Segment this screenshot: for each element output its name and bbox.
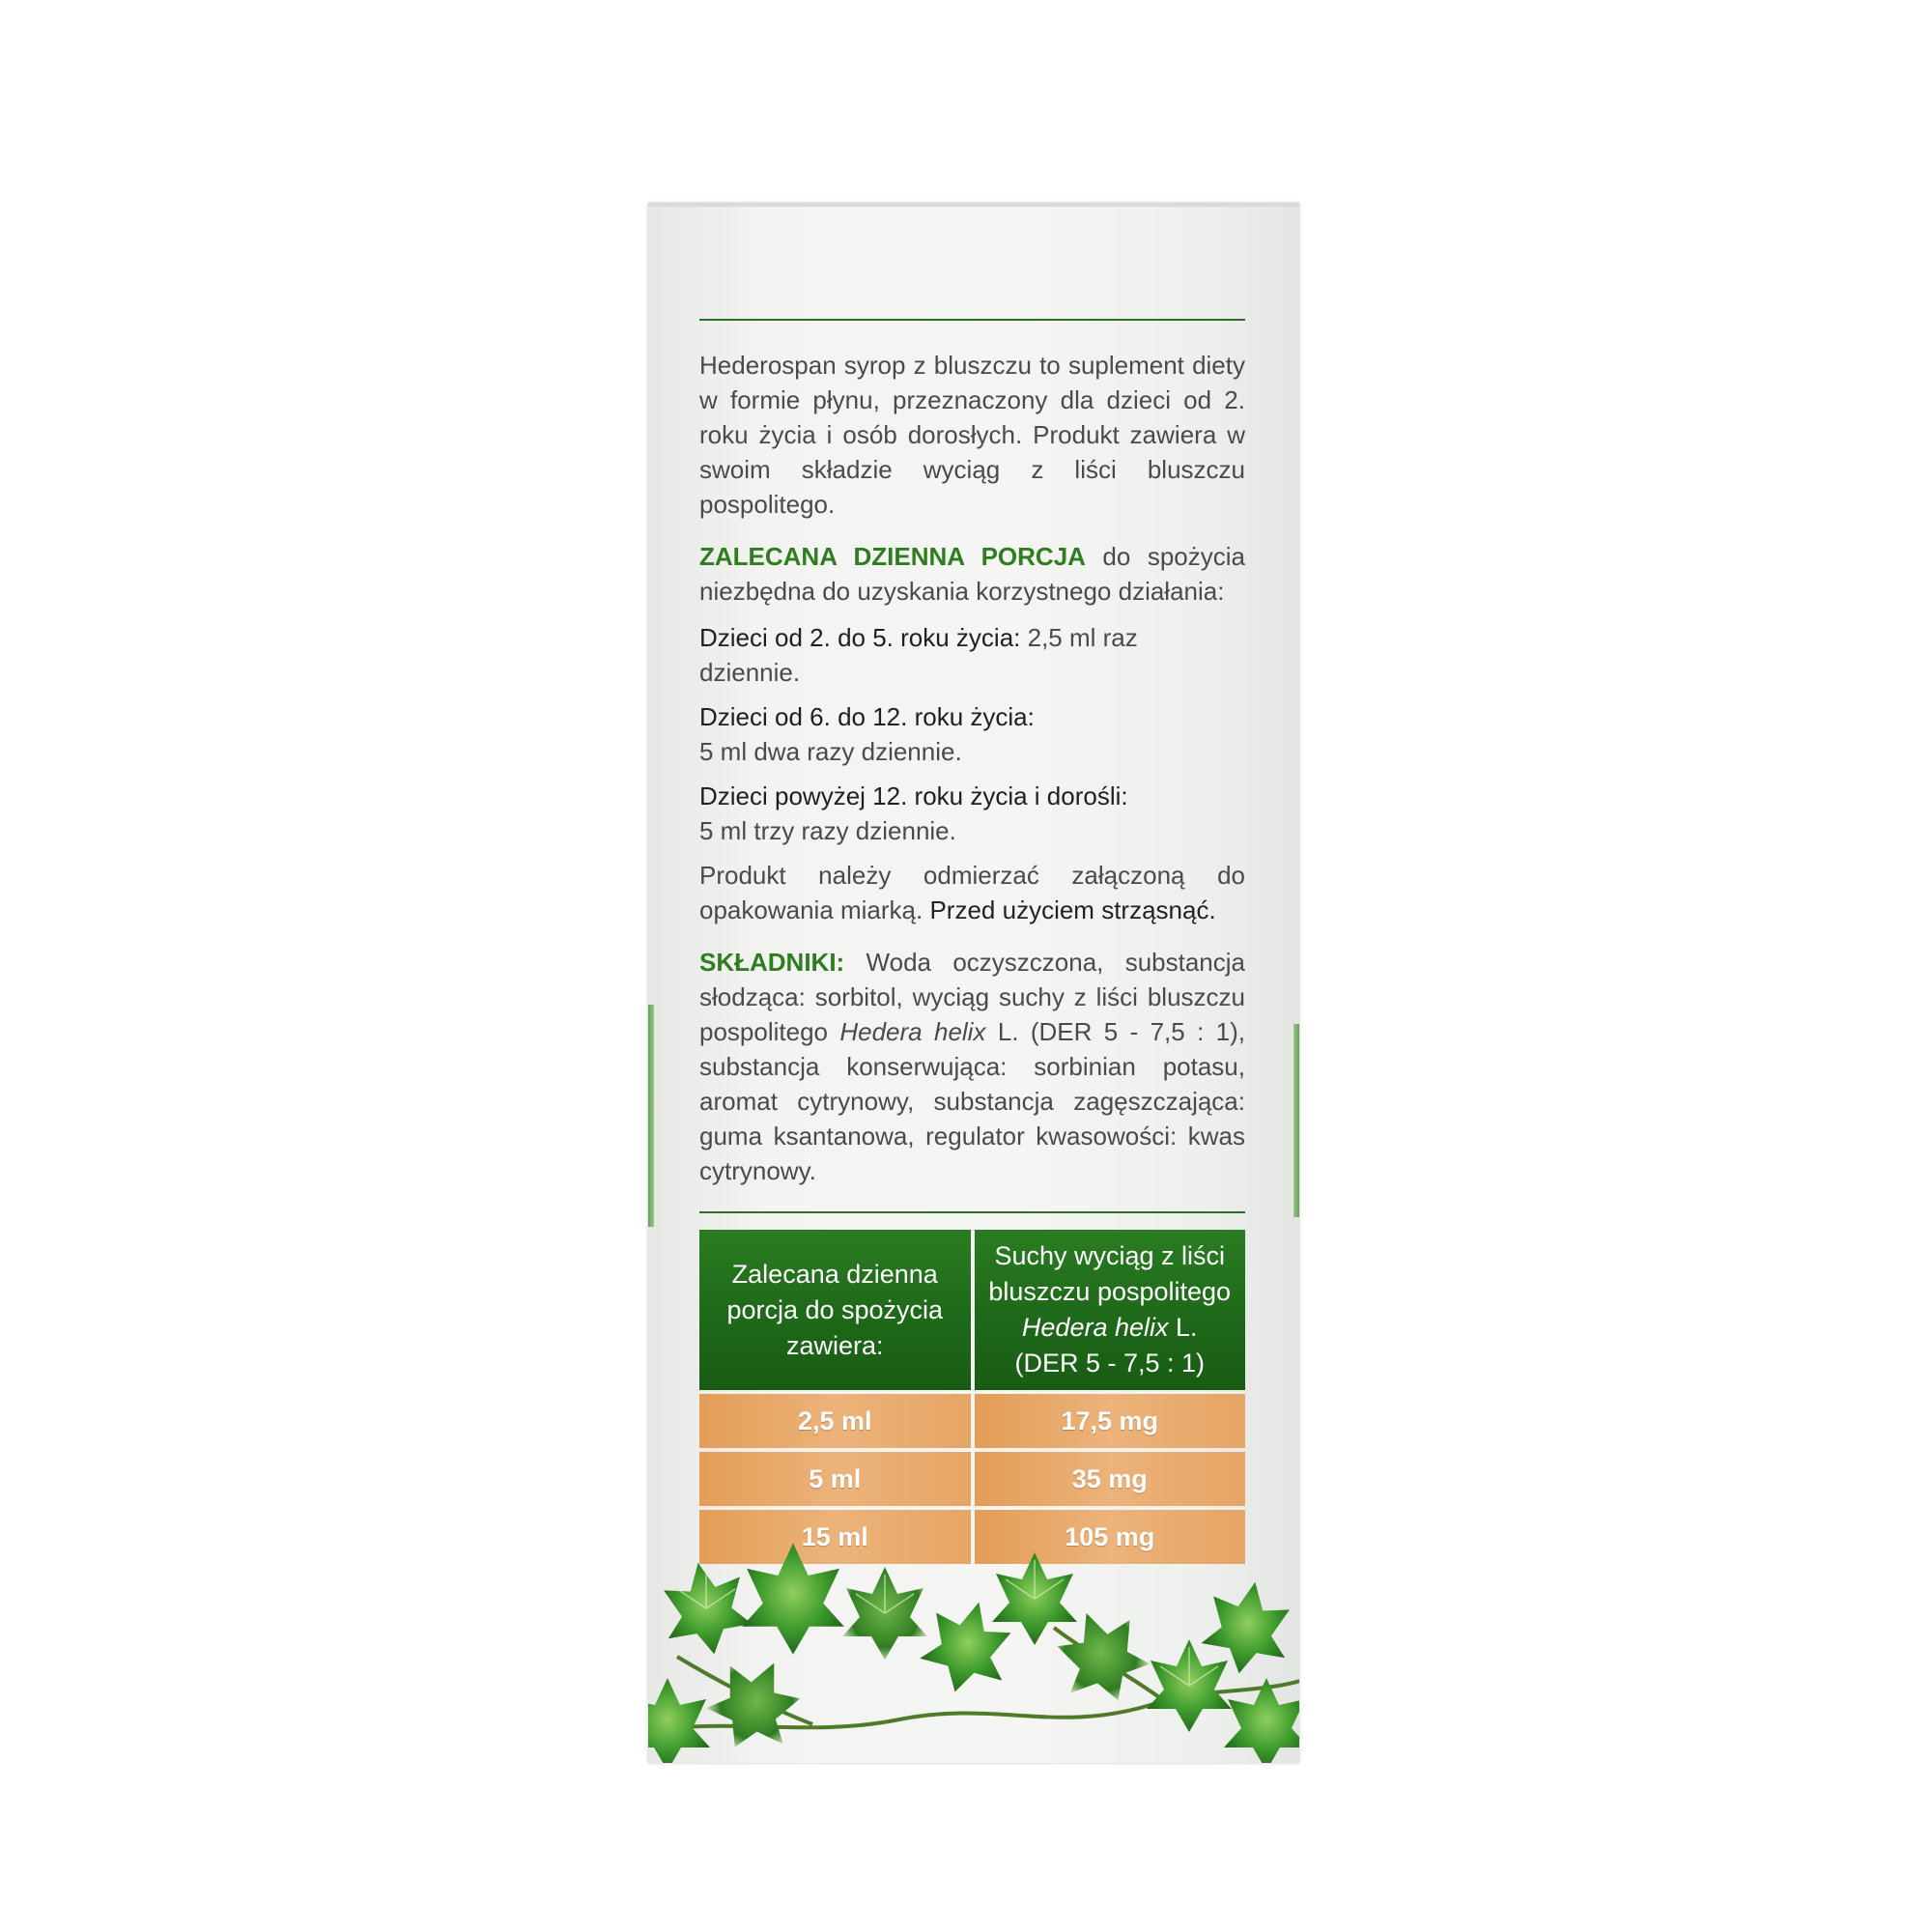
ingredients-paragraph <box>699 945 1245 1188</box>
table-header-right <box>975 1230 1246 1390</box>
dosage-heading: ZALECANA DZIENNA PORCJA <box>699 542 1086 571</box>
table-divider <box>699 1211 1245 1213</box>
nutrition-table <box>699 1230 1245 1568</box>
ivy-leaf-icon <box>648 1678 710 1763</box>
intro-paragraph: Hederospan syrop z bluszczu to suplement diety w formie płynu, przeznaczony dla dzieci od 2. roku życia i osób dorosłych. Produkt zawiera w swoim składzie wyciąg z liści bluszczu pospolitego. <box>699 351 1245 519</box>
header-right-l: L. <box>1176 1313 1198 1342</box>
ivy-leaf-icon <box>696 1645 812 1763</box>
dosage-heading-rest: do spożycia niezbędna do uzyskania korzystnego działania: <box>699 542 1245 606</box>
table-header-row <box>699 1230 1245 1390</box>
header-right-der: (DER 5 - 7,5 : 1) <box>1014 1349 1206 1378</box>
side-leaf-edge-right <box>1293 1024 1299 1217</box>
amount-cell: 105 mg <box>975 1510 1246 1564</box>
dose-value-3: 5 ml trzy razy dziennie. <box>699 816 956 845</box>
measure-text: Produkt należy odmierzać załączoną do opakowania miarką. <box>699 861 1245 924</box>
ivy-leaf-icon <box>914 1591 1020 1703</box>
shake-text: Przed użyciem strząsnąć. <box>929 895 1216 924</box>
ingredients-heading: SKŁADNIKI: <box>699 948 845 977</box>
product-box-side-panel <box>648 203 1299 1763</box>
dose-item-2 <box>699 699 1245 769</box>
dose-cell: 5 ml <box>699 1452 971 1506</box>
dose-item-1 <box>699 620 1245 690</box>
ivy-leaf-group <box>648 1543 1299 1763</box>
dose-cell: 15 ml <box>699 1510 971 1564</box>
dose-item-3 <box>699 779 1245 848</box>
product-description <box>699 348 1245 1200</box>
ingredients-latin: Hedera helix <box>839 1017 986 1046</box>
top-divider <box>699 319 1245 321</box>
header-left-text: Zalecana dzienna porcja do spożycia zawiera: <box>726 1259 944 1360</box>
dose-label-1: Dzieci od 2. do 5. roku życia: <box>699 623 1021 652</box>
table-row <box>699 1394 1245 1448</box>
ingredients-text-after: L. (DER 5 - 7,5 : 1), substancja konserwująca: sorbinian potasu, aromat cytrynowy, substancja zagęszczająca: guma ksantanowa, regulator kwasowości: kwas cytrynowy. <box>699 1017 1245 1185</box>
ingredients-text-before: Woda oczyszczona, substancja słodząca: sorbitol, wyciąg suchy z liści bluszczu pospolitego <box>699 948 1245 1046</box>
dose-value-2: 5 ml dwa razy dziennie. <box>699 737 962 766</box>
table-header-left <box>699 1230 971 1390</box>
header-right-line1: Suchy wyciąg z liści bluszczu pospolitego <box>988 1241 1232 1306</box>
dose-cell: 2,5 ml <box>699 1394 971 1448</box>
header-right-text <box>988 1238 1233 1381</box>
dose-label-3: Dzieci powyżej 12. roku życia i dorośli: <box>699 781 1128 810</box>
dosage-paragraph <box>699 539 1245 609</box>
amount-cell: 35 mg <box>975 1452 1246 1506</box>
dose-label-2: Dzieci od 6. do 12. roku życia: <box>699 702 1035 731</box>
ivy-leaf-icon <box>742 1543 844 1654</box>
amount-cell: 17,5 mg <box>975 1394 1246 1448</box>
dose-value-1: 2,5 ml raz dziennie. <box>699 623 1138 687</box>
side-leaf-edge-left <box>648 1005 654 1227</box>
ivy-leaves-illustration <box>648 1541 1299 1763</box>
table-row <box>699 1452 1245 1506</box>
header-right-latin: Hedera helix <box>1021 1313 1169 1342</box>
box-top-edge <box>648 203 1299 207</box>
measure-paragraph <box>699 858 1245 927</box>
